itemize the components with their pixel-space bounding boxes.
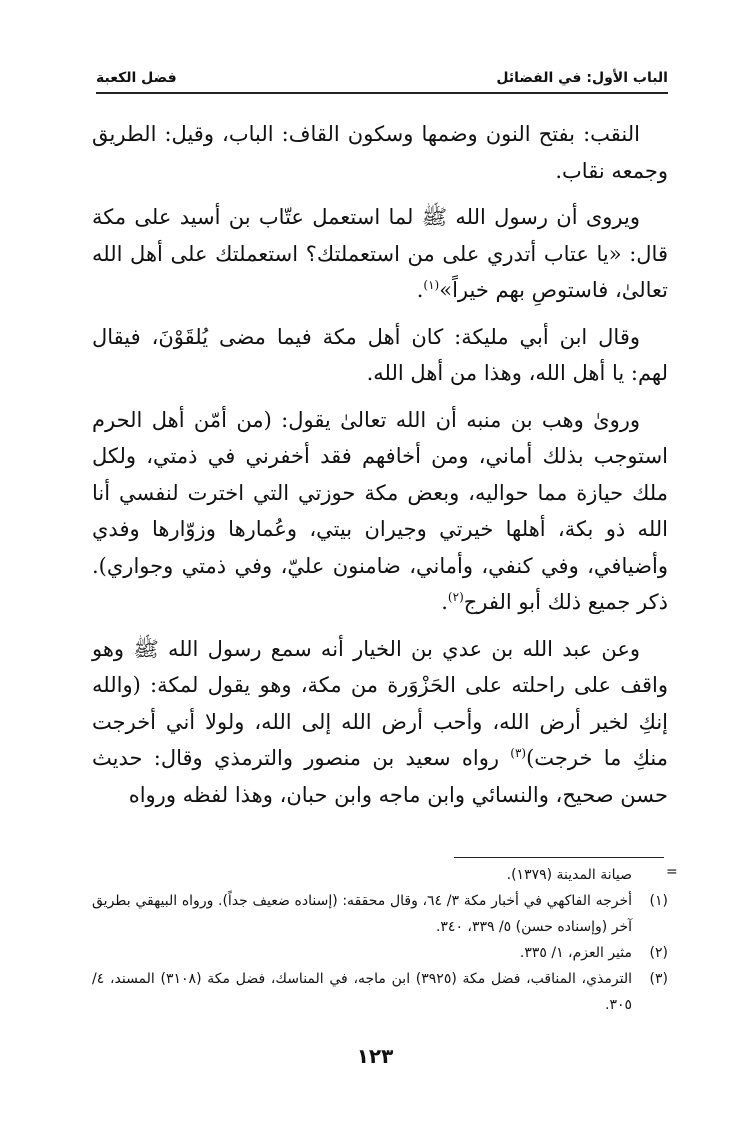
footnote-text: الترمذي، المناقب، فضل مكة (٣٩٢٥) ابن ماجه، في المناسك، فضل مكة (٣١٠٨) المسند، ٤/ ٣٠٥. — [92, 971, 632, 1013]
footnote-item — [92, 888, 668, 940]
paragraph: النقب: بفتح النون وضمها وسكون القاف: الباب، وقيل: الطريق وجمعه نقاب. — [92, 122, 668, 183]
footnote-number: (٣) — [649, 971, 668, 987]
running-header — [96, 60, 668, 86]
main-text — [92, 116, 668, 823]
section-title: فضل الكعبة — [96, 70, 177, 86]
page-number: ١٢٣ — [356, 1044, 394, 1068]
header-divider — [96, 92, 668, 94]
footnote-text: أخرجه الفاكهي في أخبار مكة ٣/ ٦٤، وقال محققه: (إسناده ضعيف جداً). ورواه البيهقي بطريق آخر (وإسناده حسن) ٥/ ٣٣٩، ٣٤٠. — [92, 893, 632, 935]
footnote-number: (١) — [649, 893, 668, 909]
paragraph: ويروى أن رسول الله ﷺ لما استعمل عتّاب بن أسيد على مكة قال: «يا عتاب أتدري على من استعملتك؟ استعملتك على أهل الله تعالىٰ، فاستوصِ بهم خيراً»$^{(١)}$. — [92, 205, 668, 302]
paragraph: وعن عبد الله بن عدي بن الخيار أنه سمع رسول الله ﷺ وهو واقف على راحلته على الحَزْوَرة من مكة، وهو يقول لمكة: (والله إنكِ لخير أرض الله، وأحب أرض الله إلى الله، ولولا أني أخرجت منكِ ما خرجت)$^{(٣)}$ رواه سعيد بن منصور والترمذي وقال: حديث حسن صحيح، والنسائي وابن ماجه وابن حبان، وهذا لفظه ورواه — [92, 636, 668, 807]
chapter-title: الباب الأول: في الفضائل — [496, 70, 668, 86]
footnotes — [92, 862, 668, 1018]
footnote-divider — [454, 857, 664, 858]
footnote-number: (٢) — [649, 945, 668, 961]
footnote-marker: (١) — [423, 278, 440, 292]
footnote-marker: (٢) — [447, 590, 464, 604]
footnote-item — [92, 966, 668, 1018]
paragraph: ورویٰ وهب بن منبه أن الله تعالىٰ يقول: (من أمّن أهل الحرم استوجب بذلك أماني، ومن أخافهم فقد أخفرني في ذمتي، ولكل ملك حيازة مما حواليه، وبعض مكة حوزتي التي اخترت لنفسي أنا الله ذو بكة، أهلها خيرتي وجيران بيتي، وعُمارها وزوّارها وفدي وأضيافي، وفي كنفي، وأماني، ضامنون عليّ، وفي ذمتي وجواري). ذكر جميع ذلك أبو الفرج$^{(٢)}$. — [92, 407, 668, 614]
paragraph: وقال ابن أبي مليكة: كان أهل مكة فيما مضى يُلقَوْنَ، فيقال لهم: يا أهل الله، وهذا من أهل الله. — [92, 324, 668, 385]
footnote-item — [92, 940, 668, 966]
footnote-continuation-mark: = — [666, 864, 678, 880]
footnote-carryover: صيانة المدينة (١٣٧٩). — [506, 867, 632, 883]
footnote-text: مثير العزم، ١/ ٣٣٥. — [519, 945, 632, 961]
footnote-marker: (٣) — [510, 746, 527, 760]
